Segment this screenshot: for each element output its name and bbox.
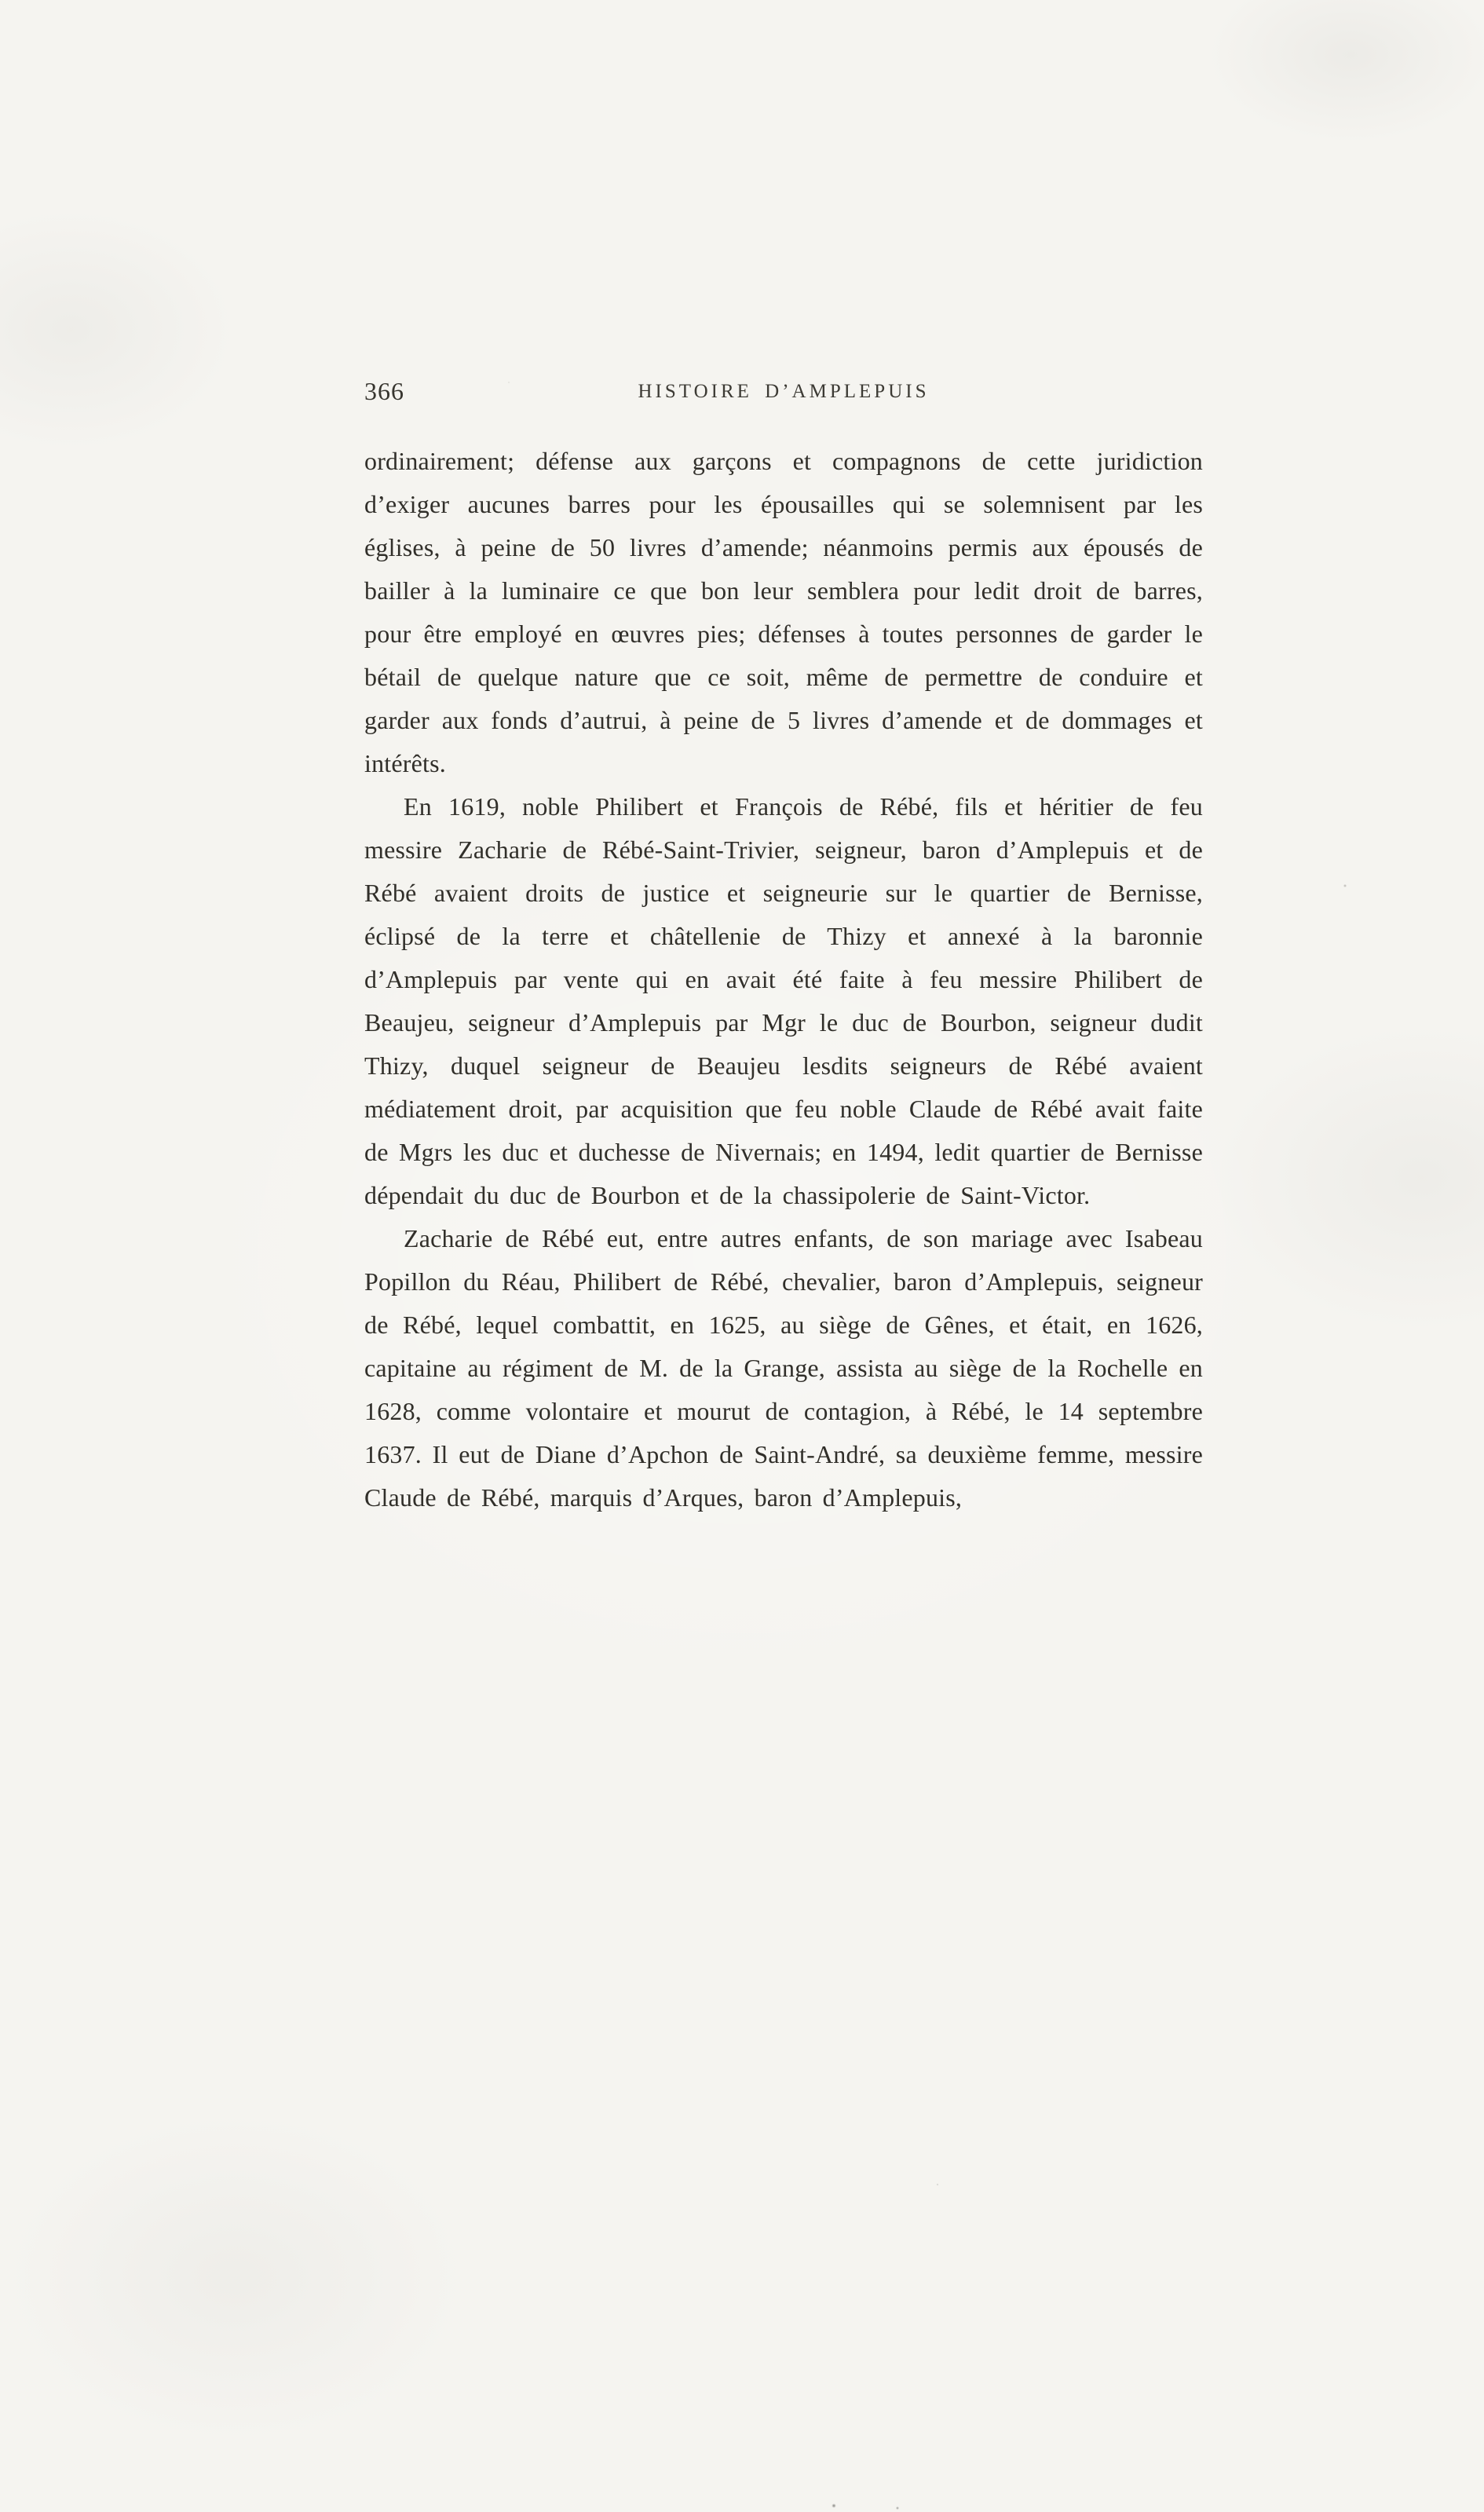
paragraph: Zacharie de Rébé eut, entre autres enfants, de son mariage avec Isabeau Popillon du Réau, Philibert de Rébé, chevalier, baron d’Amplepuis, seigneur de Rébé, lequel combattit, en 1625, au siège de Gênes, et était, en 1626, capitaine au régiment de M. de la Grange, assista au siège de la Rochelle en 1628, comme volontaire et mourut de contagion, à Rébé, le 14 septembre 1637. Il eut de Diane d’Apchon de Saint-André, sa deuxième femme, messire Claude de Rébé, marquis d’Arques, baron d’Amplepuis, — [364, 1224, 1203, 1512]
body-text — [364, 440, 1203, 1519]
paragraph-continuation: ordinairement; défense aux garçons et compagnons de cette juridiction d’exiger aucunes barres pour les épousailles qui se solemnisent par les églises, à peine de 50 livres d’amende; néanmoins permis aux épousés de bailler à la luminaire ce que bon leur semblera pour ledit droit de barres, pour être employé en œuvres pies; défenses à toutes personnes de garder le bétail de quelque nature que ce soit, même de permettre de conduire et garder aux fonds d’autrui, à peine de 5 livres d’amende et de dommages et intérêts. — [364, 447, 1203, 777]
paragraph: En 1619, noble Philibert et François de Rébé, fils et héritier de feu messire Zacharie de Rébé-Saint-Trivier, seigneur, baron d’Amplepuis et de Rébé avaient droits de justice et seigneurie sur le quartier de Bernisse, éclipsé de la terre et châtellenie de Thizy et annexé à la baronnie d’Amplepuis par vente qui en avait été faite à feu messire Philibert de Beaujeu, seigneur d’Amplepuis par Mgr le duc de Bourbon, seigneur dudit Thizy, duquel seigneur de Beaujeu lesdits seigneurs de Rébé avaient médiatement droit, par acquisition que feu noble Claude de Rébé avait faite de Mgrs les duc et duchesse de Nivernais; en 1494, ledit quartier de Bernisse dépendait du duc de Bourbon et de la chassipolerie de Saint-Victor. — [364, 792, 1203, 1209]
page-header — [364, 375, 1203, 411]
running-title: HISTOIRE D’AMPLEPUIS — [638, 381, 930, 402]
page-number: 366 — [364, 377, 404, 405]
